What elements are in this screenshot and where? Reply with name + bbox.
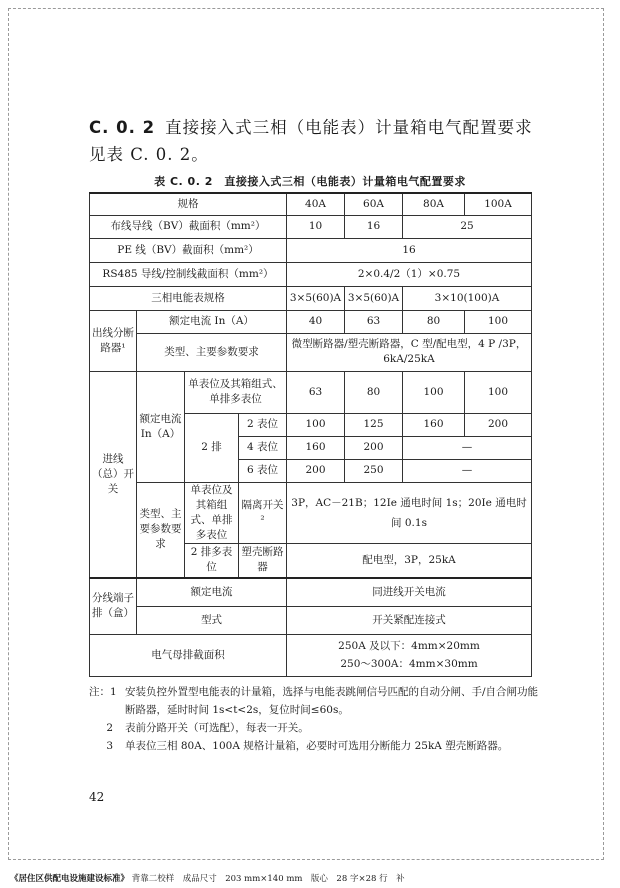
note-text: 表前分路开关（可选配），每表一开关。 bbox=[125, 722, 309, 734]
header-spec-label: 规格 bbox=[90, 193, 287, 215]
wire-bv-60: 16 bbox=[345, 215, 403, 238]
isolation-switch-value: 3P，AC－21B；12Ie 通电时间 1s；20Ie 通电时间 0.1s bbox=[287, 482, 532, 543]
branch-type-label: 型式 bbox=[137, 606, 287, 634]
note-item bbox=[89, 719, 539, 737]
mccb-value: 配电型，3P，25kA bbox=[287, 543, 532, 578]
inlet-row-2-40: 100 bbox=[287, 413, 345, 436]
table-row bbox=[90, 262, 532, 286]
page-number: 42 bbox=[89, 790, 105, 804]
section-text: 直接接入式三相（电能表）计量箱电气配置要求见表 C. 0. 2。 bbox=[89, 118, 533, 164]
section-heading bbox=[89, 114, 549, 168]
busbar-line-1: 250A 及以下：4mm×20mm bbox=[338, 640, 480, 652]
inlet-row-6-60: 250 bbox=[345, 459, 403, 482]
note-label: 3 bbox=[106, 740, 113, 752]
header-col-60a: 60A bbox=[345, 193, 403, 215]
note-item bbox=[89, 683, 539, 719]
branch-rated-value: 同进线开关电流 bbox=[287, 578, 532, 606]
note-label: 注：1 bbox=[89, 686, 117, 698]
inlet-row-6-label: 6 表位 bbox=[239, 459, 287, 482]
outlet-type-label: 类型、主要参数要求 bbox=[137, 333, 287, 371]
inlet-row-2-label: 2 表位 bbox=[239, 413, 287, 436]
isolation-switch-label: 隔离开关² bbox=[239, 482, 287, 543]
inlet-single-60: 80 bbox=[345, 371, 403, 413]
busbar-value bbox=[287, 634, 532, 676]
inlet-single-label: 单表位及其箱组式、单排多表位 bbox=[185, 371, 287, 413]
wire-bv-80-100: 25 bbox=[403, 215, 532, 238]
outlet-rated-60: 63 bbox=[345, 310, 403, 333]
meter-spec-label: 三相电能表规格 bbox=[90, 286, 287, 310]
table-row bbox=[90, 578, 532, 606]
inlet-switch-group: 进线（总）开关 bbox=[90, 371, 137, 578]
header-col-100a: 100A bbox=[465, 193, 532, 215]
branch-rated-label: 额定电流 bbox=[137, 578, 287, 606]
inlet-type-single-label: 单表位及其箱组式、单排多表位 bbox=[185, 482, 239, 543]
table-row bbox=[90, 333, 532, 371]
print-footer bbox=[10, 872, 610, 884]
footer-book-title: 《居住区供配电设施建设标准》 bbox=[10, 874, 130, 884]
note-text: 单表位三相 80A、100A 规格计量箱，必要时可选用分断能力 25kA 塑壳断路器。 bbox=[125, 740, 509, 752]
inlet-row-2-60: 125 bbox=[345, 413, 403, 436]
inlet-row-4-dash: — bbox=[403, 436, 532, 459]
inlet-row-6-40: 200 bbox=[287, 459, 345, 482]
outlet-type-value: 微型断路器/塑壳断路器，C 型/配电型，4 P /3P，6kA/25kA bbox=[287, 333, 532, 371]
note-text: 安装负控外置型电能表的计量箱，选择与电能表跳闸信号匹配的自动分闸、手/自合闸功能断路器，延时时间 1s<t<2s，复位时间≤60s。 bbox=[125, 686, 539, 716]
mccb-label: 塑壳断路器 bbox=[239, 543, 287, 578]
header-col-40a: 40A bbox=[287, 193, 345, 215]
table-row bbox=[90, 193, 532, 215]
inlet-row-4-label: 4 表位 bbox=[239, 436, 287, 459]
inlet-rated-group: 额定电流 In（A） bbox=[137, 371, 185, 482]
branch-type-value: 开关紧配连接式 bbox=[287, 606, 532, 634]
table-row bbox=[90, 238, 532, 262]
inlet-row-4-40: 160 bbox=[287, 436, 345, 459]
inlet-two-row-label: 2 排 bbox=[185, 413, 239, 482]
table-row bbox=[90, 310, 532, 333]
outlet-rated-100: 100 bbox=[465, 310, 532, 333]
outlet-breaker-group: 出线分断路器¹ bbox=[90, 310, 137, 371]
wire-bv-label: 布线导线（BV）截面积（mm²） bbox=[90, 215, 287, 238]
table-row bbox=[90, 606, 532, 634]
table-caption: 表 C. 0. 2 直接接入式三相（电能表）计量箱电气配置要求 bbox=[154, 175, 466, 188]
table-notes bbox=[89, 683, 539, 755]
inlet-single-100: 100 bbox=[465, 371, 532, 413]
outlet-rated-label: 额定电流 In（A） bbox=[137, 310, 287, 333]
inlet-row-2-100: 200 bbox=[465, 413, 532, 436]
rs485-label: RS485 导线/控制线截面积（mm²） bbox=[90, 262, 287, 286]
branch-terminal-group: 分线端子排（盒） bbox=[90, 578, 137, 634]
outlet-rated-40: 40 bbox=[287, 310, 345, 333]
table-row bbox=[90, 371, 532, 413]
pe-bv-value: 16 bbox=[287, 238, 532, 262]
config-table bbox=[89, 192, 532, 677]
footer-text: 背靠二校样 成品尺寸 203 mm×140 mm 版心 28 字×28 行 补 bbox=[131, 874, 405, 884]
rs485-value: 2×0.4/2（1）×0.75 bbox=[287, 262, 532, 286]
table-row bbox=[90, 482, 532, 543]
section-number: C. 0. 2 bbox=[89, 118, 156, 137]
note-label: 2 bbox=[106, 722, 113, 734]
outlet-rated-80: 80 bbox=[403, 310, 465, 333]
busbar-label: 电气母排截面积 bbox=[90, 634, 287, 676]
inlet-row-4-60: 200 bbox=[345, 436, 403, 459]
inlet-single-80: 100 bbox=[403, 371, 465, 413]
inlet-type-group: 类型、主要参数要求 bbox=[137, 482, 185, 578]
table-row bbox=[90, 215, 532, 238]
inlet-row-2-80: 160 bbox=[403, 413, 465, 436]
pe-bv-label: PE 线（BV）截面积（mm²） bbox=[90, 238, 287, 262]
table-row bbox=[90, 634, 532, 676]
inlet-single-40: 63 bbox=[287, 371, 345, 413]
meter-spec-80-100: 3×10(100)A bbox=[403, 286, 532, 310]
inlet-row-6-dash: — bbox=[403, 459, 532, 482]
table-row bbox=[90, 286, 532, 310]
meter-spec-40: 3×5(60)A bbox=[287, 286, 345, 310]
busbar-line-2: 250～300A：4mm×30mm bbox=[340, 658, 478, 670]
inlet-type-multi-label: 2 排多表位 bbox=[185, 543, 239, 578]
note-item bbox=[89, 737, 539, 755]
header-col-80a: 80A bbox=[403, 193, 465, 215]
wire-bv-40: 10 bbox=[287, 215, 345, 238]
meter-spec-60: 3×5(60)A bbox=[345, 286, 403, 310]
